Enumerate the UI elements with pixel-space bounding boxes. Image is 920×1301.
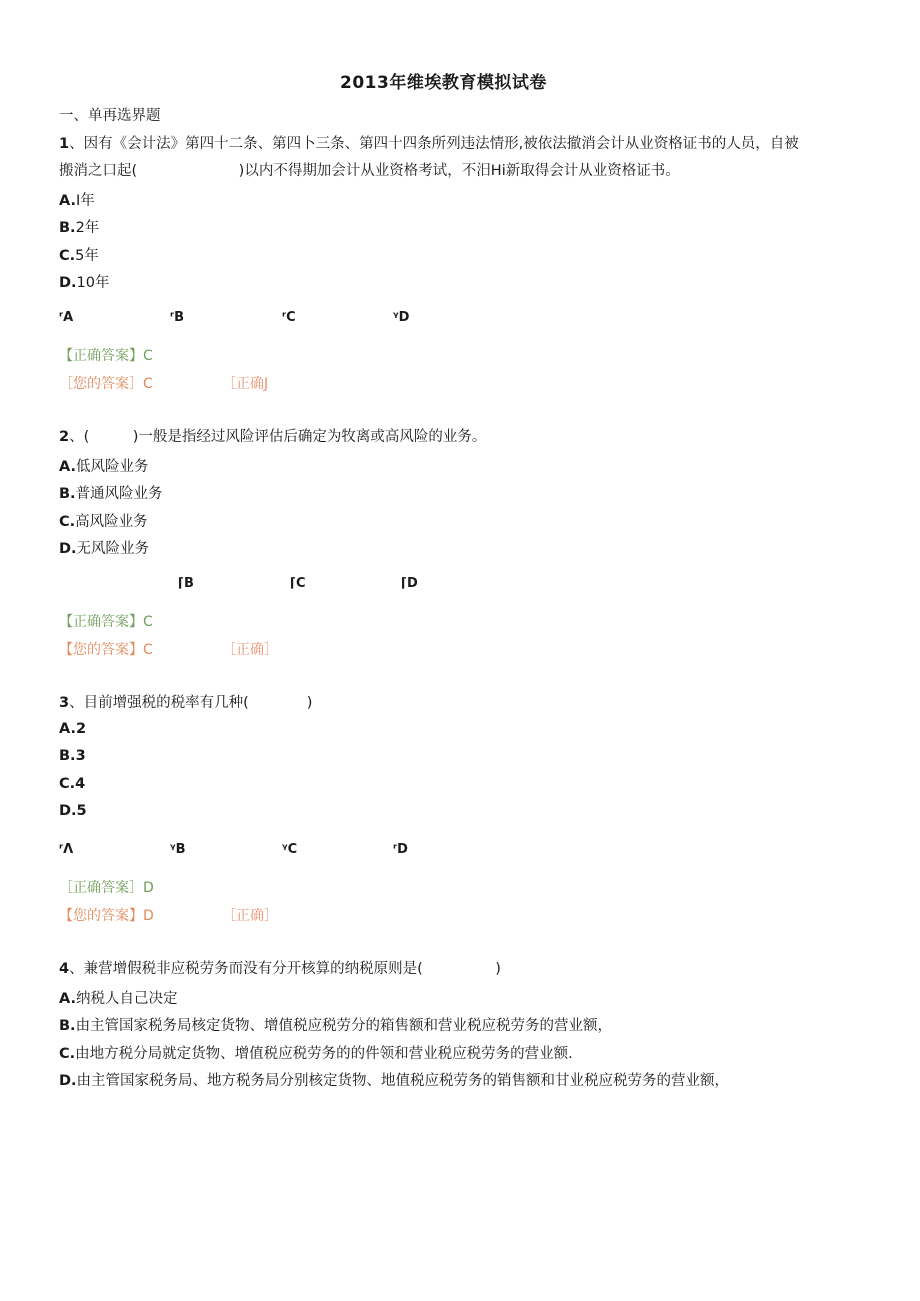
- option-text: 高风险业务: [75, 514, 148, 530]
- question-3-your-answer: 【您的答案】D: [59, 908, 154, 924]
- option-key: C.: [59, 776, 76, 792]
- option-key: D.: [59, 1073, 77, 1089]
- option-key: B.: [59, 220, 76, 236]
- question-number: 2: [59, 429, 70, 445]
- question-2-radio-b[interactable]: ⌈B: [178, 576, 194, 591]
- option-key: B.: [59, 486, 76, 502]
- option-text: 由主管国家税务局、地方税务局分别核定货物、地值税应税劳务的销售额和甘业税应税劳务的营业额，: [76, 1073, 730, 1089]
- option-text: 5年: [75, 248, 99, 264]
- question-number: 4: [59, 961, 70, 977]
- question-2-result: ［正确］: [222, 642, 278, 658]
- question-2-correct-answer: 【正确答案】C: [59, 614, 153, 630]
- question-1-option-a: [59, 189, 95, 210]
- option-key: A.: [59, 193, 76, 209]
- question-3-line-1: [59, 690, 312, 717]
- option-text: I年: [76, 193, 95, 209]
- question-1-line-2: 搬消之口起( )以内不得期加会计从业资格考试，不汨Hi新取得会计从业资格证书。: [59, 163, 680, 179]
- question-4-option-a: [59, 987, 178, 1008]
- question-text: 、目前增强税的税率有几种( ): [69, 695, 313, 711]
- question-text: 、兼营增假税非应税劳务而没有分开核算的纳税原则是( ): [69, 961, 501, 977]
- question-1-radio-d[interactable]: ᵞD: [393, 310, 410, 325]
- question-1-correct-answer: 【正确答案】C: [59, 348, 153, 364]
- option-text: 由地方税分局就定货物、增值税应税劳务的的件领和营业税应税劳务的营业额.: [75, 1046, 573, 1062]
- question-2-option-c: [59, 510, 148, 531]
- question-1-line-1: [59, 131, 799, 158]
- question-text: 、因有《会计法》第四十二条、第四卜三条、第四十四条所列违法情形,被依法撤消会计从业资格证书的人员，自被: [69, 136, 799, 152]
- question-2-radio-d[interactable]: ⌈D: [401, 576, 418, 591]
- question-4-option-b: [59, 1014, 612, 1035]
- option-text: 3: [75, 748, 86, 764]
- question-3-radio-c[interactable]: ᵞC: [282, 842, 298, 857]
- question-1-option-c: [59, 244, 99, 265]
- question-4-line-1: [59, 956, 501, 983]
- option-key: B.: [59, 1018, 76, 1034]
- question-3-radio-b[interactable]: ᵞB: [170, 842, 186, 857]
- option-key: C.: [59, 1046, 76, 1062]
- option-key: D.: [59, 275, 77, 291]
- question-3-option-b: [59, 748, 86, 764]
- question-2-radio-c[interactable]: ⌈C: [290, 576, 306, 591]
- option-key: B.: [59, 748, 76, 764]
- question-3-option-a: [59, 721, 86, 737]
- question-3-result: ［正确］: [222, 908, 278, 924]
- option-text: 无风险业务: [76, 541, 150, 557]
- question-2-option-d: [59, 537, 149, 558]
- question-text: 、( )一般是指经过风险评估后确定为牧离或高风险的业务。: [69, 429, 487, 445]
- option-text: 2年: [75, 220, 100, 236]
- option-key: A.: [59, 459, 76, 475]
- question-number: 1: [59, 136, 70, 152]
- option-text: 5: [76, 803, 87, 819]
- question-2-option-a: [59, 455, 149, 476]
- question-4-option-c: [59, 1042, 573, 1063]
- option-text: 由主管国家税务局核定货物、增值税应税劳分的箱售额和营业税应税劳务的营业额，: [75, 1018, 613, 1034]
- question-3-option-c: [59, 776, 85, 792]
- option-key: D.: [59, 803, 77, 819]
- question-3-radio-a[interactable]: ʳΛ: [59, 842, 74, 857]
- question-1-radio-a[interactable]: ʳA: [59, 310, 74, 325]
- page-title: 2013年维埃教育模拟试卷: [340, 73, 547, 93]
- question-3-radio-d[interactable]: ʳD: [393, 842, 408, 857]
- question-number: 3: [59, 695, 70, 711]
- option-text: 2: [76, 721, 87, 737]
- question-2-your-answer: 【您的答案】C: [59, 642, 153, 658]
- option-text: 纳税人自己决定: [76, 991, 178, 1007]
- question-3-option-d: [59, 803, 87, 819]
- question-1-result: ［正确J: [222, 376, 269, 392]
- question-2-line-1: [59, 424, 486, 451]
- option-key: C.: [59, 248, 76, 264]
- option-text: 10年: [76, 275, 110, 291]
- option-key: D.: [59, 541, 77, 557]
- option-text: 低风险业务: [76, 459, 149, 475]
- option-key: C.: [59, 514, 76, 530]
- option-key: A.: [59, 721, 76, 737]
- question-1-option-d: [59, 271, 110, 292]
- question-1-radio-b[interactable]: ʳB: [170, 310, 185, 325]
- option-text: 4: [75, 776, 86, 792]
- option-key: A.: [59, 991, 76, 1007]
- section-heading: 一、单再选界题: [59, 108, 161, 124]
- question-1-radio-c[interactable]: ʳC: [282, 310, 296, 325]
- question-1-your-answer: ［您的答案］C: [59, 376, 153, 392]
- option-text: 普通风险业务: [75, 486, 163, 502]
- question-4-option-d: [59, 1069, 729, 1090]
- question-2-option-b: [59, 482, 163, 503]
- question-3-correct-answer: ［正确答案］D: [59, 880, 154, 896]
- question-1-option-b: [59, 216, 99, 237]
